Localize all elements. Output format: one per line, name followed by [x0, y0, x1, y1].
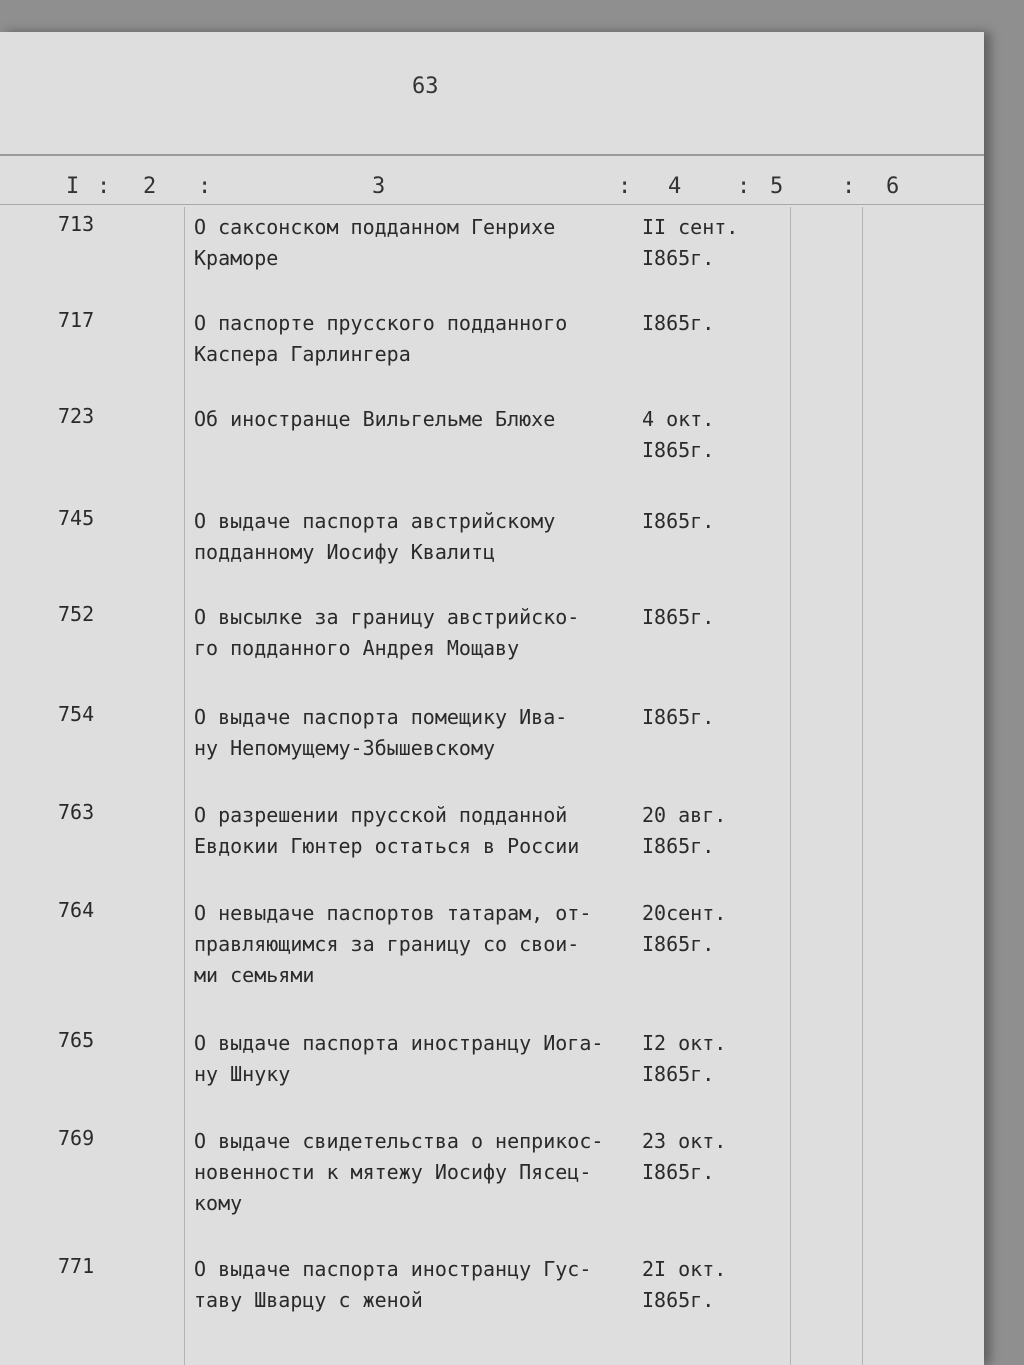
column-header-3: 3 [372, 174, 386, 199]
entry-date-line: 2I окт. [642, 1257, 727, 1281]
entry-date-line: 20сент. [642, 901, 727, 925]
entry-title-line: подданному Иосифу Квалитц [194, 540, 496, 564]
column-header-2: 2 [143, 174, 157, 199]
entry-date [642, 308, 752, 339]
entry-date-line: I865г. [642, 246, 715, 270]
entry-date [642, 898, 752, 960]
entry-number: 723 [58, 404, 95, 428]
entry-number: 765 [58, 1028, 95, 1052]
entry-number: 764 [58, 898, 95, 922]
entry-date [642, 506, 752, 537]
column-header-4: 4 [668, 174, 682, 199]
column-header-1: I [66, 174, 80, 199]
entry-date-line: I2 окт. [642, 1031, 727, 1055]
entry-date-line: I865г. [642, 1062, 715, 1086]
column-header-6: 6 [886, 174, 900, 199]
entry-title-line: ну Шнуку [194, 1062, 291, 1086]
entry-date-line: 20 авг. [642, 803, 727, 827]
entry-title-line: новенности к мятежу Иосифу Пясец- [194, 1160, 592, 1184]
entry-number: 713 [58, 212, 95, 236]
entry-number: 745 [58, 506, 95, 530]
entry-date-line: I865г. [642, 834, 715, 858]
entry-title-line: О саксонском подданном Генрихе [194, 215, 556, 239]
entry-title [194, 602, 634, 664]
entry-title-line: таву Шварцу с женой [194, 1288, 423, 1312]
entry-number: 717 [58, 308, 95, 332]
entry-date-line: I865г. [642, 705, 715, 729]
entry-title-line: О разрешении прусской подданной [194, 803, 568, 827]
entry-title-line: ми семьями [194, 963, 315, 987]
entry-title [194, 308, 634, 370]
entry-date [642, 800, 752, 862]
entry-title-line: О выдаче свидетельства о неприкос- [194, 1129, 604, 1153]
entry-date [642, 1028, 752, 1090]
column-header-5: 5 [770, 174, 784, 199]
entry-date-line: 4 окт. [642, 407, 715, 431]
entries-list [0, 32, 984, 1365]
entry-title [194, 506, 634, 568]
entry-title [194, 1028, 634, 1090]
entry-date-line: I865г. [642, 311, 715, 335]
entry-title-line: ну Непомущему-Збышевскому [194, 736, 496, 760]
entry-title-line: Краморе [194, 246, 279, 270]
entry-date-line: I865г. [642, 605, 715, 629]
entry-title-line: О выдаче паспорта иностранцу Иога- [194, 1031, 604, 1055]
entry-date-line: 23 окт. [642, 1129, 727, 1153]
entry-title [194, 898, 634, 991]
entry-date-line: I865г. [642, 438, 715, 462]
entry-number: 769 [58, 1126, 95, 1150]
entry-title [194, 702, 634, 764]
entry-title-line: О выдаче паспорта иностранцу Гус- [194, 1257, 592, 1281]
entry-title-line: О невыдаче паспортов татарам, от- [194, 901, 592, 925]
entry-date-line: I865г. [642, 1160, 715, 1184]
entry-title [194, 212, 634, 274]
entry-date [642, 1254, 752, 1316]
entry-date-line: II сент. [642, 215, 739, 239]
entry-title-line: О паспорте прусского подданного [194, 311, 568, 335]
entry-title-line: О выдаче паспорта австрийскому [194, 509, 556, 533]
entry-date-line: I865г. [642, 1288, 715, 1312]
entry-number: 763 [58, 800, 95, 824]
entry-title [194, 1254, 634, 1316]
entry-number: 771 [58, 1254, 95, 1278]
entry-title-line: кому [194, 1191, 243, 1215]
entry-date [642, 602, 752, 633]
entry-title-line: Об иностранце Вильгельме Блюхе [194, 407, 556, 431]
entry-date-line: I865г. [642, 932, 715, 956]
entry-number: 754 [58, 702, 95, 726]
entry-date [642, 1126, 752, 1188]
entry-title-line: правляющимся за границу со свои- [194, 932, 580, 956]
entry-title-line: Евдокии Гюнтер остаться в России [194, 834, 580, 858]
page-number: 63 [412, 74, 439, 99]
entry-title-line: Каспера Гарлингера [194, 342, 411, 366]
entry-date [642, 702, 752, 733]
document-page: 63 I : 2 : 3 : 4 : 5 : 6 713 О саксонском подданном Генрихе Краморе II сент. I865г. 717 О паспорте прусского подданного Каспера Гарлингера I865г. 723 Об иностранце Вильгельме Блюхе 4 окт. I865г. 745 О выдаче паспорта австрийскому подданному Иосифу Квалитц I865г. 752 О высылке за границу австрийско- го подданного Андрея Мощаву I865г. 754 О выдаче паспорта помещику Ива- ну Непомущему-Збышевскому I865г. 763 О разрешении прусской подданной Евдокии Гюнтер остаться в России 20 авг. I865г. 764 О невыдаче паспортов татарам, от- правляющимся за границу со свои- ми семьями 20сент. I865г. 765 О выдаче паспорта иностранцу Иога- ну Шнуку I2 окт. I865г. 769 О выдаче свидетельства о неприкос- новенности к мятежу Иосифу Пясец- кому 23 окт. I865г. 771 О выдаче паспорта иностранцу Гус- таву Шварцу с женой 2I окт. I865г. [0, 32, 984, 1365]
entry-title [194, 404, 634, 435]
entry-title-line: О высылке за границу австрийско- [194, 605, 580, 629]
entry-title [194, 800, 634, 862]
entry-date [642, 404, 752, 466]
entry-number: 752 [58, 602, 95, 626]
entry-title-line: О выдаче паспорта помещику Ива- [194, 705, 568, 729]
entry-date [642, 212, 752, 274]
entry-title-line: го подданного Андрея Мощаву [194, 636, 520, 660]
entry-title [194, 1126, 634, 1219]
entry-date-line: I865г. [642, 509, 715, 533]
